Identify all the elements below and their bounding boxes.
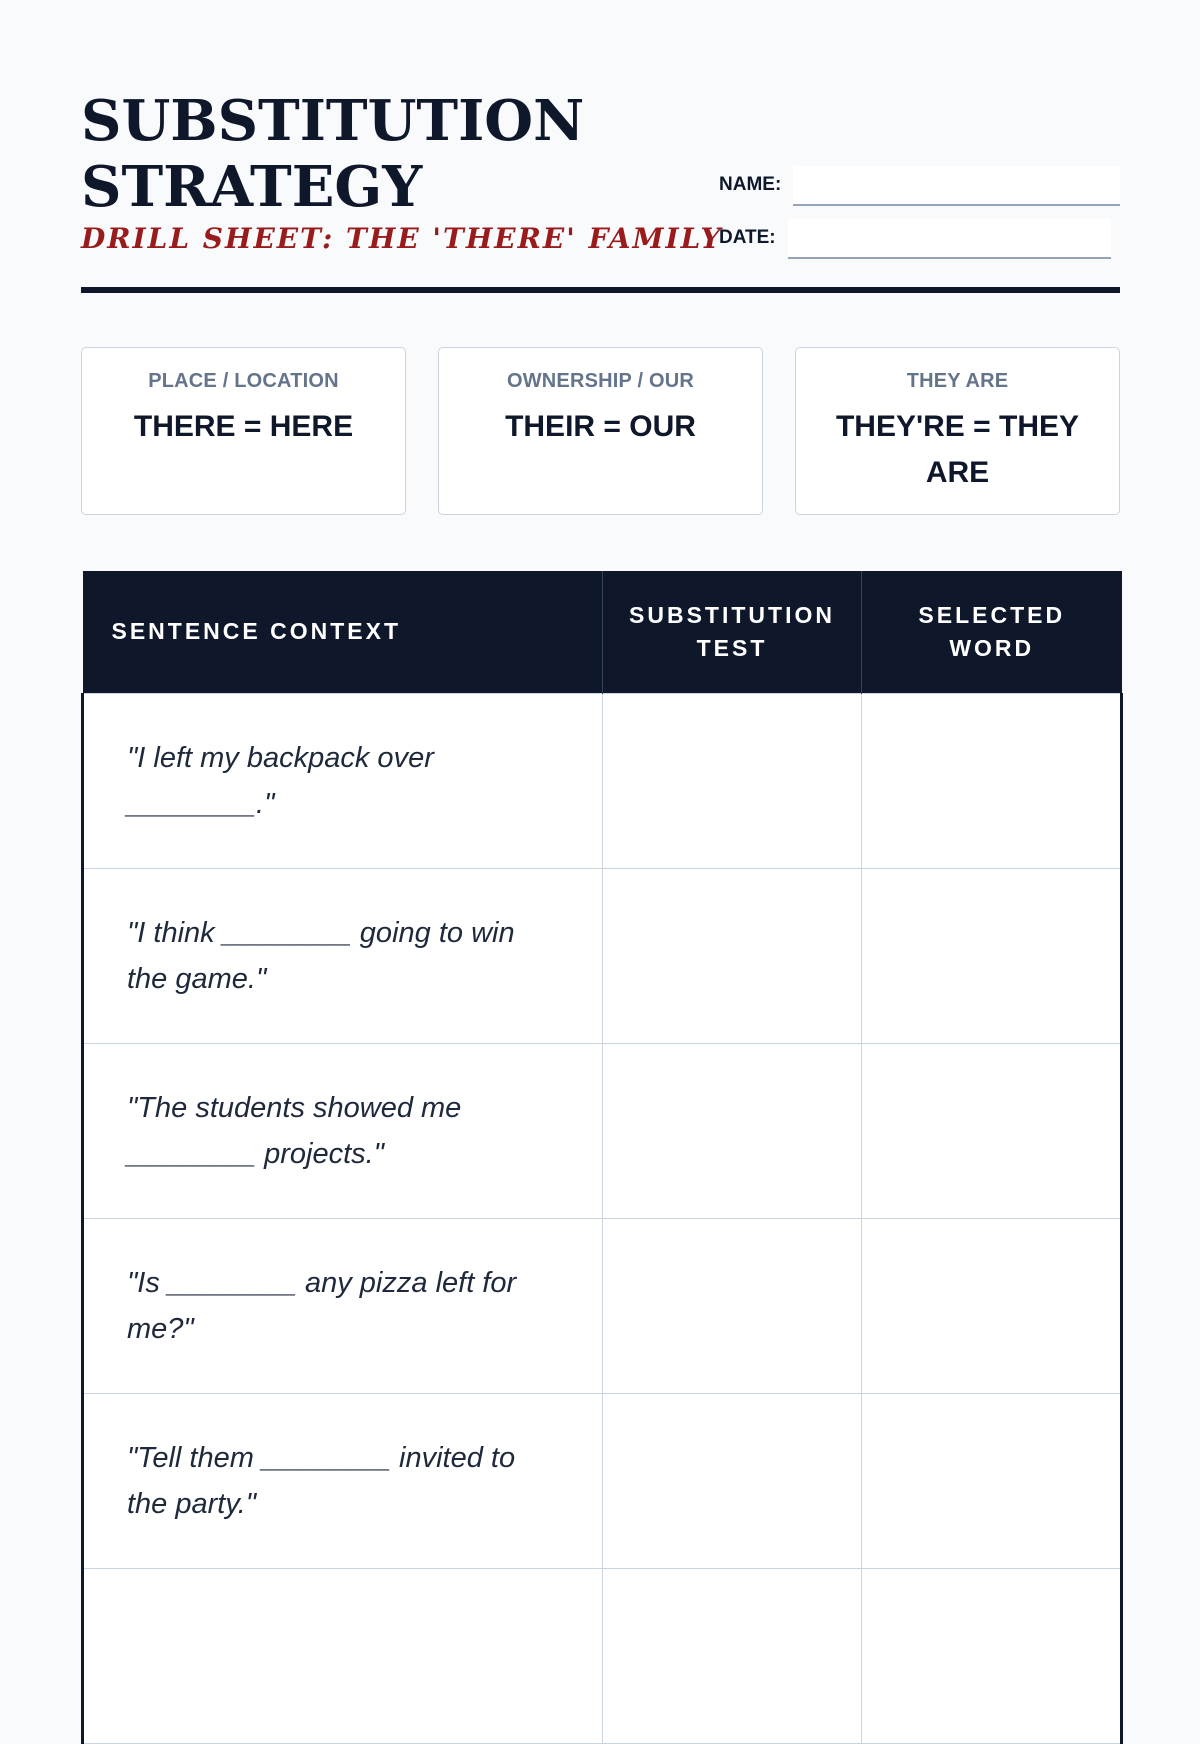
sentence-cell (83, 868, 603, 1043)
sentence-cell (83, 693, 603, 868)
rule-cards (81, 347, 1120, 515)
table-row (83, 868, 1122, 1043)
title-line-2: STRATEGY (81, 154, 423, 220)
selected-word-cell[interactable] (862, 1043, 1122, 1218)
table-row (83, 1393, 1122, 1568)
title-block (81, 88, 721, 256)
substitution-test-cell[interactable] (603, 1393, 862, 1568)
rule-card-there (81, 347, 406, 515)
substitution-test-cell[interactable] (603, 693, 862, 868)
sentence-cell (83, 1218, 603, 1393)
date-field-row (719, 217, 1120, 259)
header-divider (81, 287, 1120, 293)
column-header-sentence: SENTENCE CONTEXT (83, 571, 603, 693)
worksheet-page (81, 88, 1120, 1520)
rule-card-label: THEY ARE (906, 370, 1009, 392)
rule-card-theyre (795, 347, 1120, 515)
name-field[interactable] (793, 166, 1120, 206)
rule-card-their (438, 347, 763, 515)
sentence-cell (83, 1393, 603, 1568)
date-field[interactable] (788, 219, 1111, 259)
sentence-cell (83, 1568, 603, 1743)
substitution-test-cell[interactable] (603, 1043, 862, 1218)
drill-table-wrapper (81, 571, 1120, 1744)
substitution-test-cell[interactable] (603, 1218, 862, 1393)
selected-word-cell[interactable] (862, 868, 1122, 1043)
worksheet-title (81, 88, 721, 220)
selected-word-cell[interactable] (862, 693, 1122, 868)
rule-card-label: OWNERSHIP / OUR (506, 370, 695, 392)
date-label: DATE: (719, 227, 776, 248)
table-row (83, 1218, 1122, 1393)
selected-word-cell[interactable] (862, 1218, 1122, 1393)
sentence-text: "The students showed me ________ projects." (127, 1091, 462, 1170)
name-field-row (719, 164, 1120, 206)
worksheet-header (81, 88, 1120, 294)
rule-card-equation: THEIR = OUR (505, 410, 696, 443)
selected-word-cell[interactable] (862, 1568, 1122, 1743)
table-row (83, 1568, 1122, 1743)
sentence-cell (83, 1043, 603, 1218)
title-line-1: SUBSTITUTION (81, 88, 585, 154)
drill-table (81, 571, 1123, 1744)
rule-card-equation: THEY'RE = THEY ARE (835, 410, 1080, 489)
worksheet-subtitle: DRILL SHEET: THE 'THERE' FAMILY (81, 222, 723, 255)
sentence-text: "I think ________ going to win the game." (127, 916, 515, 995)
table-header-row (83, 571, 1122, 693)
rule-card-equation: THERE = HERE (133, 410, 354, 443)
table-row (83, 1043, 1122, 1218)
substitution-test-cell[interactable] (603, 868, 862, 1043)
sentence-text: "Tell them ________ invited to the party." (127, 1441, 516, 1520)
substitution-test-cell[interactable] (603, 1568, 862, 1743)
sentence-text: "Is ________ any pizza left for me?" (127, 1266, 517, 1345)
table-row (83, 693, 1122, 868)
sentence-text: "I left my backpack over ________." (127, 741, 434, 820)
column-header-substitution: SUBSTITUTION TEST (603, 571, 862, 693)
column-header-selected: SELECTED WORD (862, 571, 1122, 693)
selected-word-cell[interactable] (862, 1393, 1122, 1568)
name-label: NAME: (719, 174, 782, 195)
rule-card-label: PLACE / LOCATION (148, 370, 339, 392)
student-info-fields (719, 164, 1120, 270)
